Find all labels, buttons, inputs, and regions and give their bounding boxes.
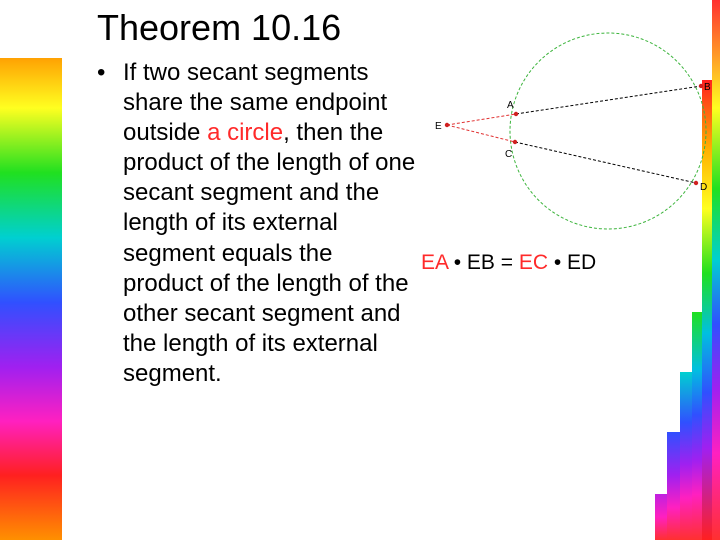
bullet-marker: •	[97, 59, 106, 86]
rainbow-bar-4	[680, 372, 692, 540]
label-c: C	[505, 149, 513, 160]
point-d	[694, 181, 698, 185]
internal-segment-ab	[516, 86, 701, 114]
rainbow-left-border	[0, 0, 62, 540]
statement-part-2: , then the product of the length of one secant segment and the length of its external segment equals the product of the length of the other secant segment and the length of its external segment.	[123, 119, 416, 387]
secant-equation	[421, 251, 596, 275]
label-a: A	[507, 100, 514, 111]
point-e	[445, 123, 449, 127]
statement-highlight: a circle	[207, 119, 284, 147]
external-segment-ea	[447, 114, 516, 125]
point-a	[514, 112, 518, 116]
point-b	[699, 84, 703, 88]
equation-ea: EA	[421, 251, 448, 274]
equation-part-2: • ED	[548, 251, 597, 274]
label-b: B	[704, 82, 711, 93]
statement-part-1: If two secant segments share the same endpoint outside	[123, 59, 388, 147]
secant-diagram	[405, 30, 715, 240]
label-d: D	[700, 182, 708, 193]
label-e: E	[435, 121, 442, 132]
theorem-statement	[97, 58, 417, 389]
point-c	[513, 140, 517, 144]
circle	[510, 33, 706, 229]
equation-ec: EC	[518, 251, 549, 274]
slide-title: Theorem 10.16	[97, 7, 342, 48]
external-segment-ec	[447, 125, 515, 142]
rainbow-bar-6	[655, 494, 667, 540]
equation-part-1: • EB =	[447, 251, 519, 274]
rainbow-bar-3	[692, 312, 702, 540]
theorem-bullet	[97, 58, 417, 389]
rainbow-bar-5	[667, 432, 680, 540]
internal-segment-cd	[515, 142, 696, 183]
